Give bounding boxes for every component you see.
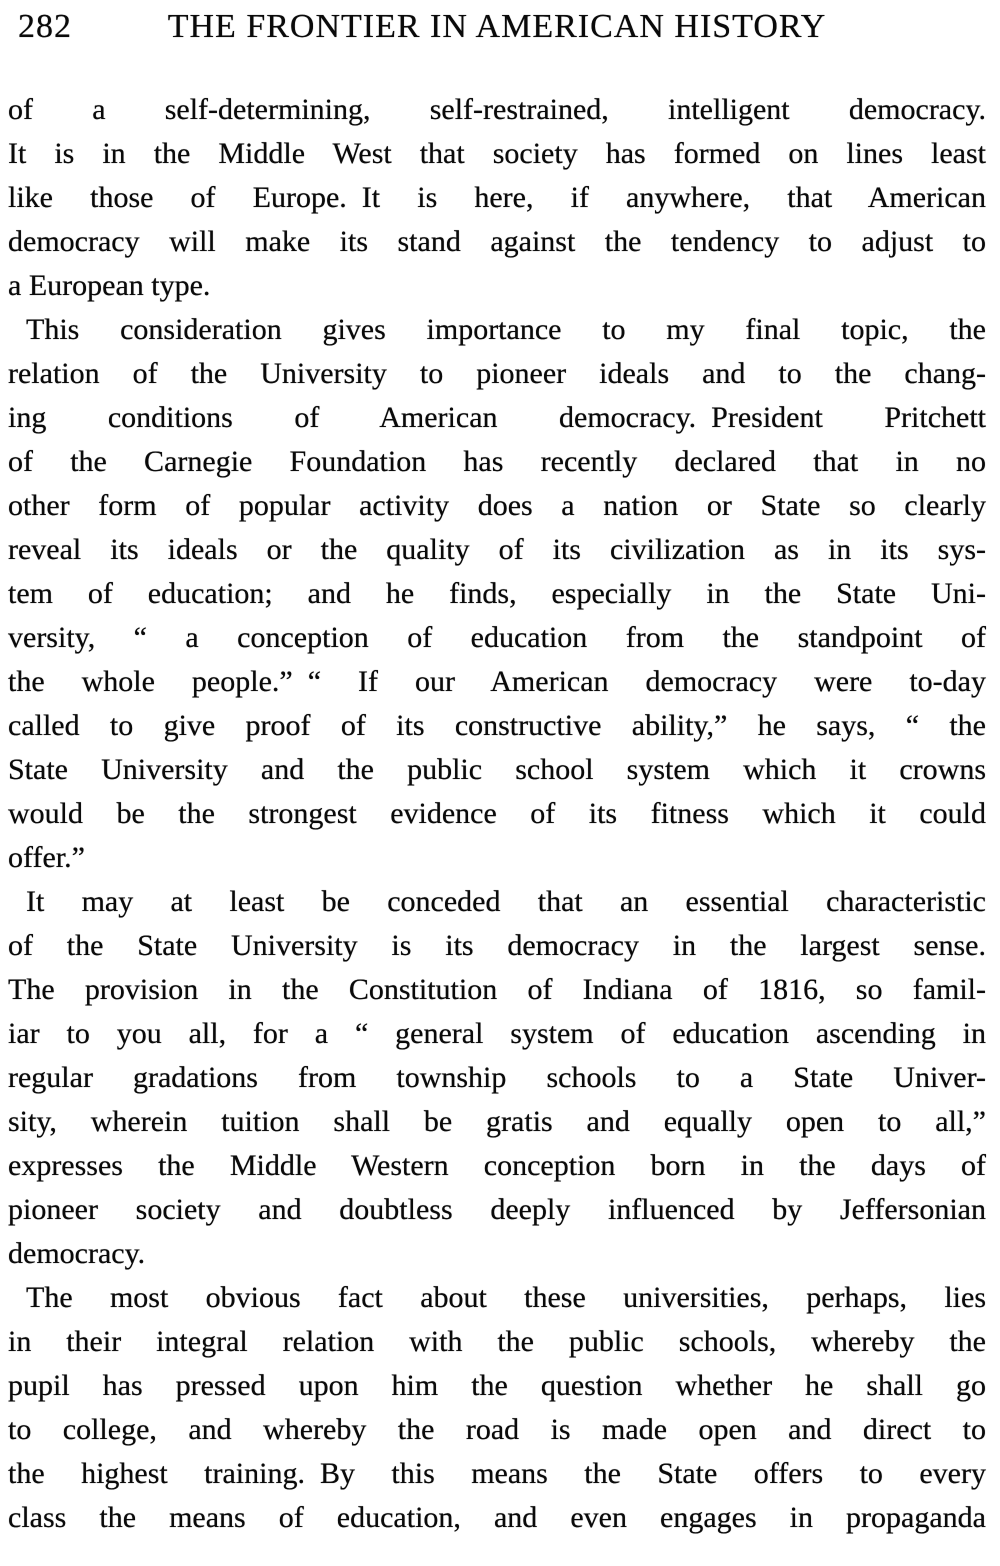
text-line: This consideration gives importance to my final topic, the [26,313,986,346]
text-line: ing conditions of American democracy. President Pritchett [8,401,986,434]
text-line: expresses the Middle Western conception born in the days of [8,1149,986,1182]
text-line: like those of Europe. It is here, if anywhere, that American [8,181,986,214]
text-line: tem of education; and he finds, especially in the State Uni- [8,577,986,610]
text-line: iar to you all, for a “ general system of education ascending in [8,1017,986,1050]
text-line: pupil has pressed upon him the question whether he shall go [8,1369,986,1402]
text-line: versity, “ a conception of education from the standpoint of [8,621,986,654]
text-line: relation of the University to pioneer ideals and to the chang- [8,357,986,390]
text-line: class the means of education, and even engages in propaganda [8,1501,986,1534]
text-line: State University and the public school system which it crowns [8,753,986,786]
page-number: 282 [18,8,72,45]
paragraph [8,88,986,308]
text-line: democracy. [8,1237,146,1270]
text-line: regular gradations from township schools to a State Univer- [8,1061,986,1094]
text-line: It is in the Middle West that society has formed on lines least [8,137,986,170]
running-title: THE FRONTIER IN AMERICAN HISTORY [167,8,827,45]
body-text [8,88,986,1540]
text-line: pioneer society and doubtless deeply influenced by Jeffersonian [8,1193,986,1226]
text-line: in their integral relation with the public schools, whereby the [8,1325,986,1358]
paragraph [8,880,986,1276]
text-line: reveal its ideals or the quality of its civilization as in its sys- [8,533,986,566]
paragraph [8,308,986,880]
text-line: called to give proof of its constructive ability,” he says, “ the [8,709,986,742]
text-line: the highest training. By this means the State offers to every [8,1457,986,1490]
text-line: It may at least be conceded that an essential characteristic [26,885,986,918]
text-line: of the State University is its democracy in the largest sense. [8,929,986,962]
text-line: of a self-determining, self-restrained, intelligent democracy. [8,93,986,126]
text-line: the whole people.” “ If our American democracy were to-day [8,665,986,698]
text-line: democracy will make its stand against the tendency to adjust to [8,225,986,258]
text-line: other form of popular activity does a nation or State so clearly [8,489,986,522]
text-line: The most obvious fact about these universities, perhaps, lies [26,1281,986,1314]
text-line: offer.” [8,841,85,874]
text-line: sity, wherein tuition shall be gratis and equally open to all,” [8,1105,986,1138]
page-header [8,0,986,47]
text-line: of the Carnegie Foundation has recently declared that in no [8,445,986,478]
paragraph [8,1276,986,1540]
text-line: to college, and whereby the road is made open and direct to [8,1413,986,1446]
text-line: a European type. [8,269,211,302]
text-line: would be the strongest evidence of its fitness which it could [8,797,986,830]
text-line: The provision in the Constitution of Indiana of 1816, so famil- [8,973,986,1006]
